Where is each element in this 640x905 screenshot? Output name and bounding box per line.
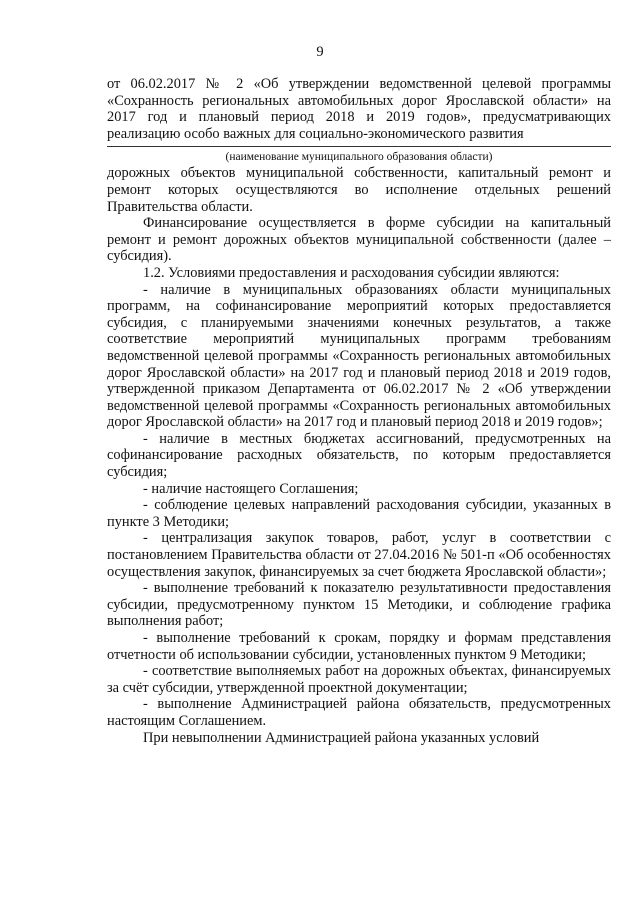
paragraph: - наличие в местных бюджетах ассигнований, предусмотренных на софинансирование расходных обязательств, по которым предоставляется субсидия; (107, 430, 611, 481)
paragraph: дорожных объектов муниципальной собственности, капитальный ремонт и ремонт которых осуществляются во исполнение отдельных решений Правительства области. (107, 165, 611, 215)
paragraph: - выполнение требований к срокам, порядку и формам представления отчетности об использовании субсидии, установленных пунктом 9 Методики; (107, 630, 611, 663)
paragraph-intro: от 06.02.2017 № 2 «Об утверждении ведомственной целевой программы «Сохранность региональных автомобильных дорог Ярославской области» на 2017 год и плановый период 2018 и 2019 годов», предусматривающих реализацию особо важных для социально-экономического развития (107, 76, 611, 142)
paragraph: - наличие в муниципальных образованиях области муниципальных программ, на софинансирование мероприятий которых предоставляется субсидия, с планируемыми значениями конечных результатов, а также соответствие мероприятий муниципальных программ требованиям ведомственной целевой программы «Сохранность региональных автомобильных дорог Ярославской области» на 2017 год и плановый период 2018 и 2019 годов, утвержденной приказом Департамента от 06.02.2017 № 2 «Об утверждении ведомственной целевой программы «Сохранность региональных автомобильных дорог Ярославской области» на 2017 год и плановый период 2018 и 2019 годов»; (107, 281, 611, 431)
paragraph: - выполнение Администрацией района обязательств, предусмотренных настоящим Соглашением. (107, 696, 611, 729)
paragraph: - централизация закупок товаров, работ, услуг в соответствии с постановлением Правительства области от 27.04.2016 № 501-п «Об особенностях осуществления закупок, финансируемых за счет бюджета Ярославской области»; (107, 530, 611, 580)
fill-in-field (107, 146, 611, 165)
paragraph: 1.2. Условиями предоставления и расходования субсидии являются: (143, 264, 560, 281)
underline-rule (107, 146, 611, 147)
paragraph: При невыполнении Администрацией района указанных условий (143, 729, 540, 746)
paragraph: - выполнение требований к показателю результативности предоставления субсидии, предусмотренному пунктом 15 Методики, и соблюдение графика выполнения работ; (107, 580, 611, 630)
paragraph-list (107, 165, 611, 746)
paragraph: Финансирование осуществляется в форме субсидии на капитальный ремонт и ремонт дорожных объектов муниципальной собственности (далее – субсидия). (107, 215, 611, 265)
field-caption: (наименование муниципального образования области) (225, 151, 493, 164)
paragraph: - наличие настоящего Соглашения; (143, 480, 359, 497)
page-number: 9 (316, 44, 324, 60)
paragraph: - соответствие выполняемых работ на дорожных объектах, финансируемых за счёт субсидии, утвержденной проектной документации; (107, 663, 611, 696)
paragraph: - соблюдение целевых направлений расходования субсидии, указанных в пункте 3 Методики; (107, 497, 611, 530)
document-body (107, 76, 611, 746)
